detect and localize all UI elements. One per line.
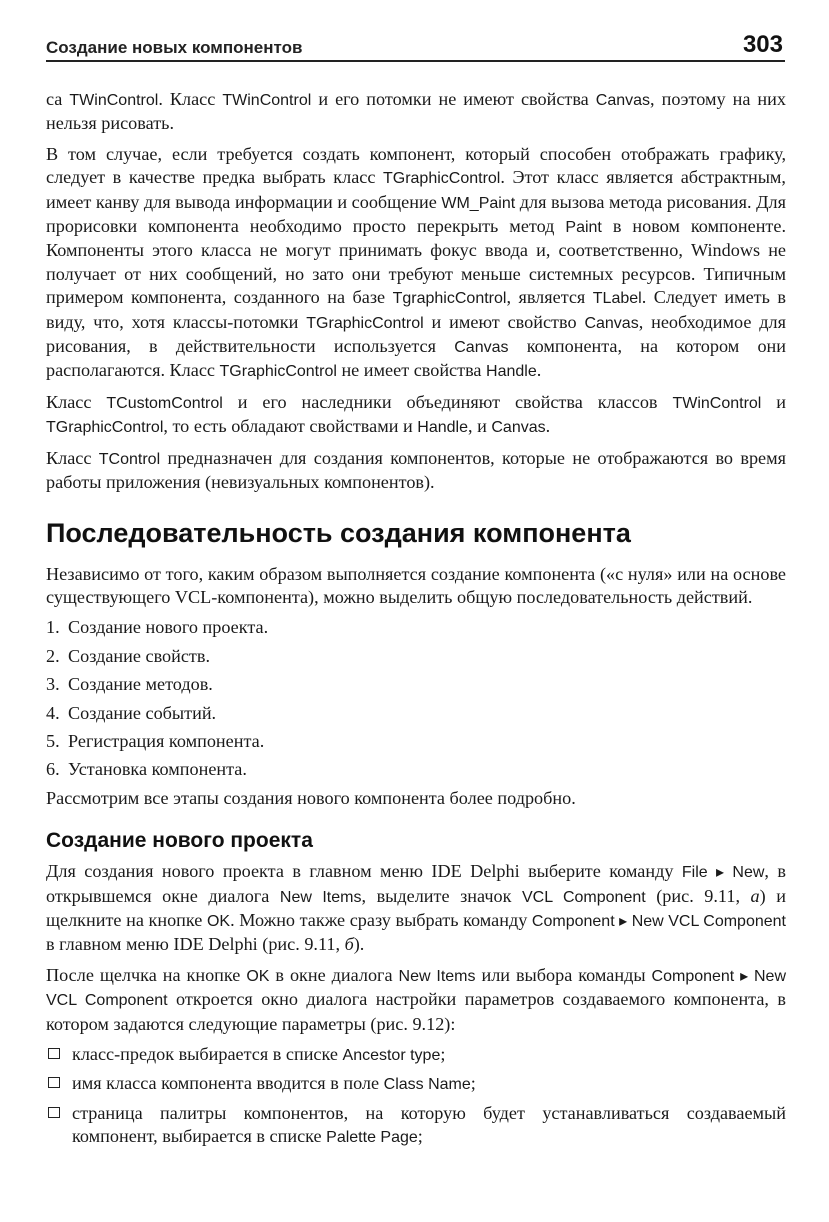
step-number: 6. [46,759,60,780]
section-heading: Последовательность создания компонента [46,517,631,548]
code-term: Handle [417,419,468,437]
page-header [46,30,785,62]
paragraph: В том случае, если требуется создать компонент, который способен отображать графику, следует в качестве предка выбрать класс TGraphicControl. Этот класс является абстрактным, имеет канву для вывода информации и сообщение WM_Paint для вызова метода рисования. Для прорисовки компонента необходимо просто перекрыть метод Paint в новом компоненте. Компоненты этого класса не могут принимать фокус ввода и, соответственно, Windows не получает от них сообщений, но зато они требуют меньше системных ресурсов. Типичным примером компонента, созданного на базе TgraphicControl, является TLabel. Следует иметь в виду, что, хотя классы-потомки TGraphicControl и имеют свойство Canvas, необходимое для рисования, в действительности используется Canvas компонента, на котором они располагаются. Класс TGraphicControl не имеет свойства Handle. [46,143,787,381]
checkbox-bullet-icon [48,1077,60,1088]
paragraph: После щелчка на кнопке OK в окне диалога New Items или выбора команды Component ▸ New VCL Component откроется окно диалога настройки параметров создаваемого компонента, в котором задаются следующие параметры (рис. 9.12): [46,964,786,1034]
list-item [46,702,786,725]
code-term: Paint [565,219,602,237]
code-term: Class Name [383,1076,471,1094]
code-term: TControl [98,450,161,468]
list-item [46,730,786,753]
code-term: File ▸ New [681,864,765,882]
checkbox-bullet-icon [48,1048,60,1059]
subsection-heading: Создание нового проекта [46,829,313,853]
code-term: VCL Component [521,888,646,906]
paragraph: Класс TControl предназначен для создания компонентов, которые не отображаются во время работы приложения (невизуальных компонентов). [46,447,786,493]
code-term: Handle [486,363,537,381]
running-title: Создание новых компонентов [46,38,303,57]
step-text: Установка компонента. [68,759,247,780]
code-term: TGraphicControl [306,314,424,332]
code-term: Canvas [595,92,651,109]
bullet-text: имя класса компонента вводится в поле Class Name; [72,1073,476,1094]
code-term: TWinControl [69,92,159,109]
step-text: Создание методов. [68,674,213,695]
step-number: 4. [46,702,60,723]
list-item [46,758,786,781]
step-number: 3. [46,674,60,695]
step-number: 1. [46,617,60,638]
bullet-text: страница палитры компонентов, на которую будет устанавливаться создаваемый компонент, выбирается в списке Palette Page; [72,1102,786,1147]
code-term: TGraphicControl [219,363,337,381]
list-item [46,1043,786,1067]
code-term: New Items [279,888,362,906]
code-term: TWinControl [672,394,762,412]
paragraph: Класс TCustomControl и его наследники объединяют свойства классов TWinControl и TGraphicControl, то есть обладают свойствами и Handle, и Canvas. [46,391,787,437]
figure-letter: б [344,934,354,955]
list-item [46,616,786,639]
code-term: WM_Paint [441,194,516,212]
page-body [46,88,786,1155]
code-term: Canvas [584,314,639,332]
bullet-text: класс-предок выбирается в списке Ancestor type; [72,1044,446,1064]
step-number: 2. [46,645,60,666]
code-term: Component ▸ New VCL Component [46,967,786,1010]
step-text: Создание событий. [68,702,217,723]
code-term: OK [206,912,231,930]
list-item [46,645,786,668]
list-item [46,1102,786,1150]
paragraph: Для создания нового проекта в главном меню IDE Delphi выберите команду File ▸ New, в открывшемся окне диалога New Items, выделите значок VCL Component (рис. 9.11, а) и щелкните на кнопке OK. Можно также сразу выбрать команду Component ▸ New VCL Component в главном меню IDE Delphi (рис. 9.11, б). [46,861,786,955]
figure-letter: а [750,885,760,906]
code-term: Canvas [454,339,509,357]
bullet-list [46,1043,786,1150]
section-intro: Независимо от того, каким образом выполняется создание компонента («с нуля» или на основе существующего VCL-компонента), можно выделить общую последовательность действий. [46,563,786,607]
list-item [46,1072,786,1096]
step-text: Регистрация компонента. [68,730,265,751]
code-term: Palette Page [326,1129,418,1147]
paragraph: са TWinControl. Класс TWinControl и его потомки не имеют свойства Canvas, поэтому на них нельзя рисовать. [46,89,786,134]
checkbox-bullet-icon [48,1107,60,1118]
code-term: Component ▸ New VCL Component [531,912,786,930]
code-term: TLabel [592,290,642,308]
page-number: 303 [742,31,783,58]
code-term: TGraphicControl [382,170,501,188]
code-term: TWinControl [222,92,312,109]
step-text: Создание свойств. [68,645,211,666]
code-term: Ancestor type [342,1047,441,1064]
code-term: OK [246,967,270,985]
step-number: 5. [46,730,60,751]
code-term: Canvas [491,419,546,437]
code-term: TGraphicControl [46,419,164,437]
step-text: Создание нового проекта. [68,617,269,638]
steps-list [46,616,786,781]
code-term: TCustomControl [106,394,223,412]
list-item [46,673,786,696]
section-outro: Рассмотрим все этапы создания нового компонента более подробно. [46,787,576,808]
code-term: New Items [398,967,476,985]
code-term: TgraphicControl [392,290,507,308]
